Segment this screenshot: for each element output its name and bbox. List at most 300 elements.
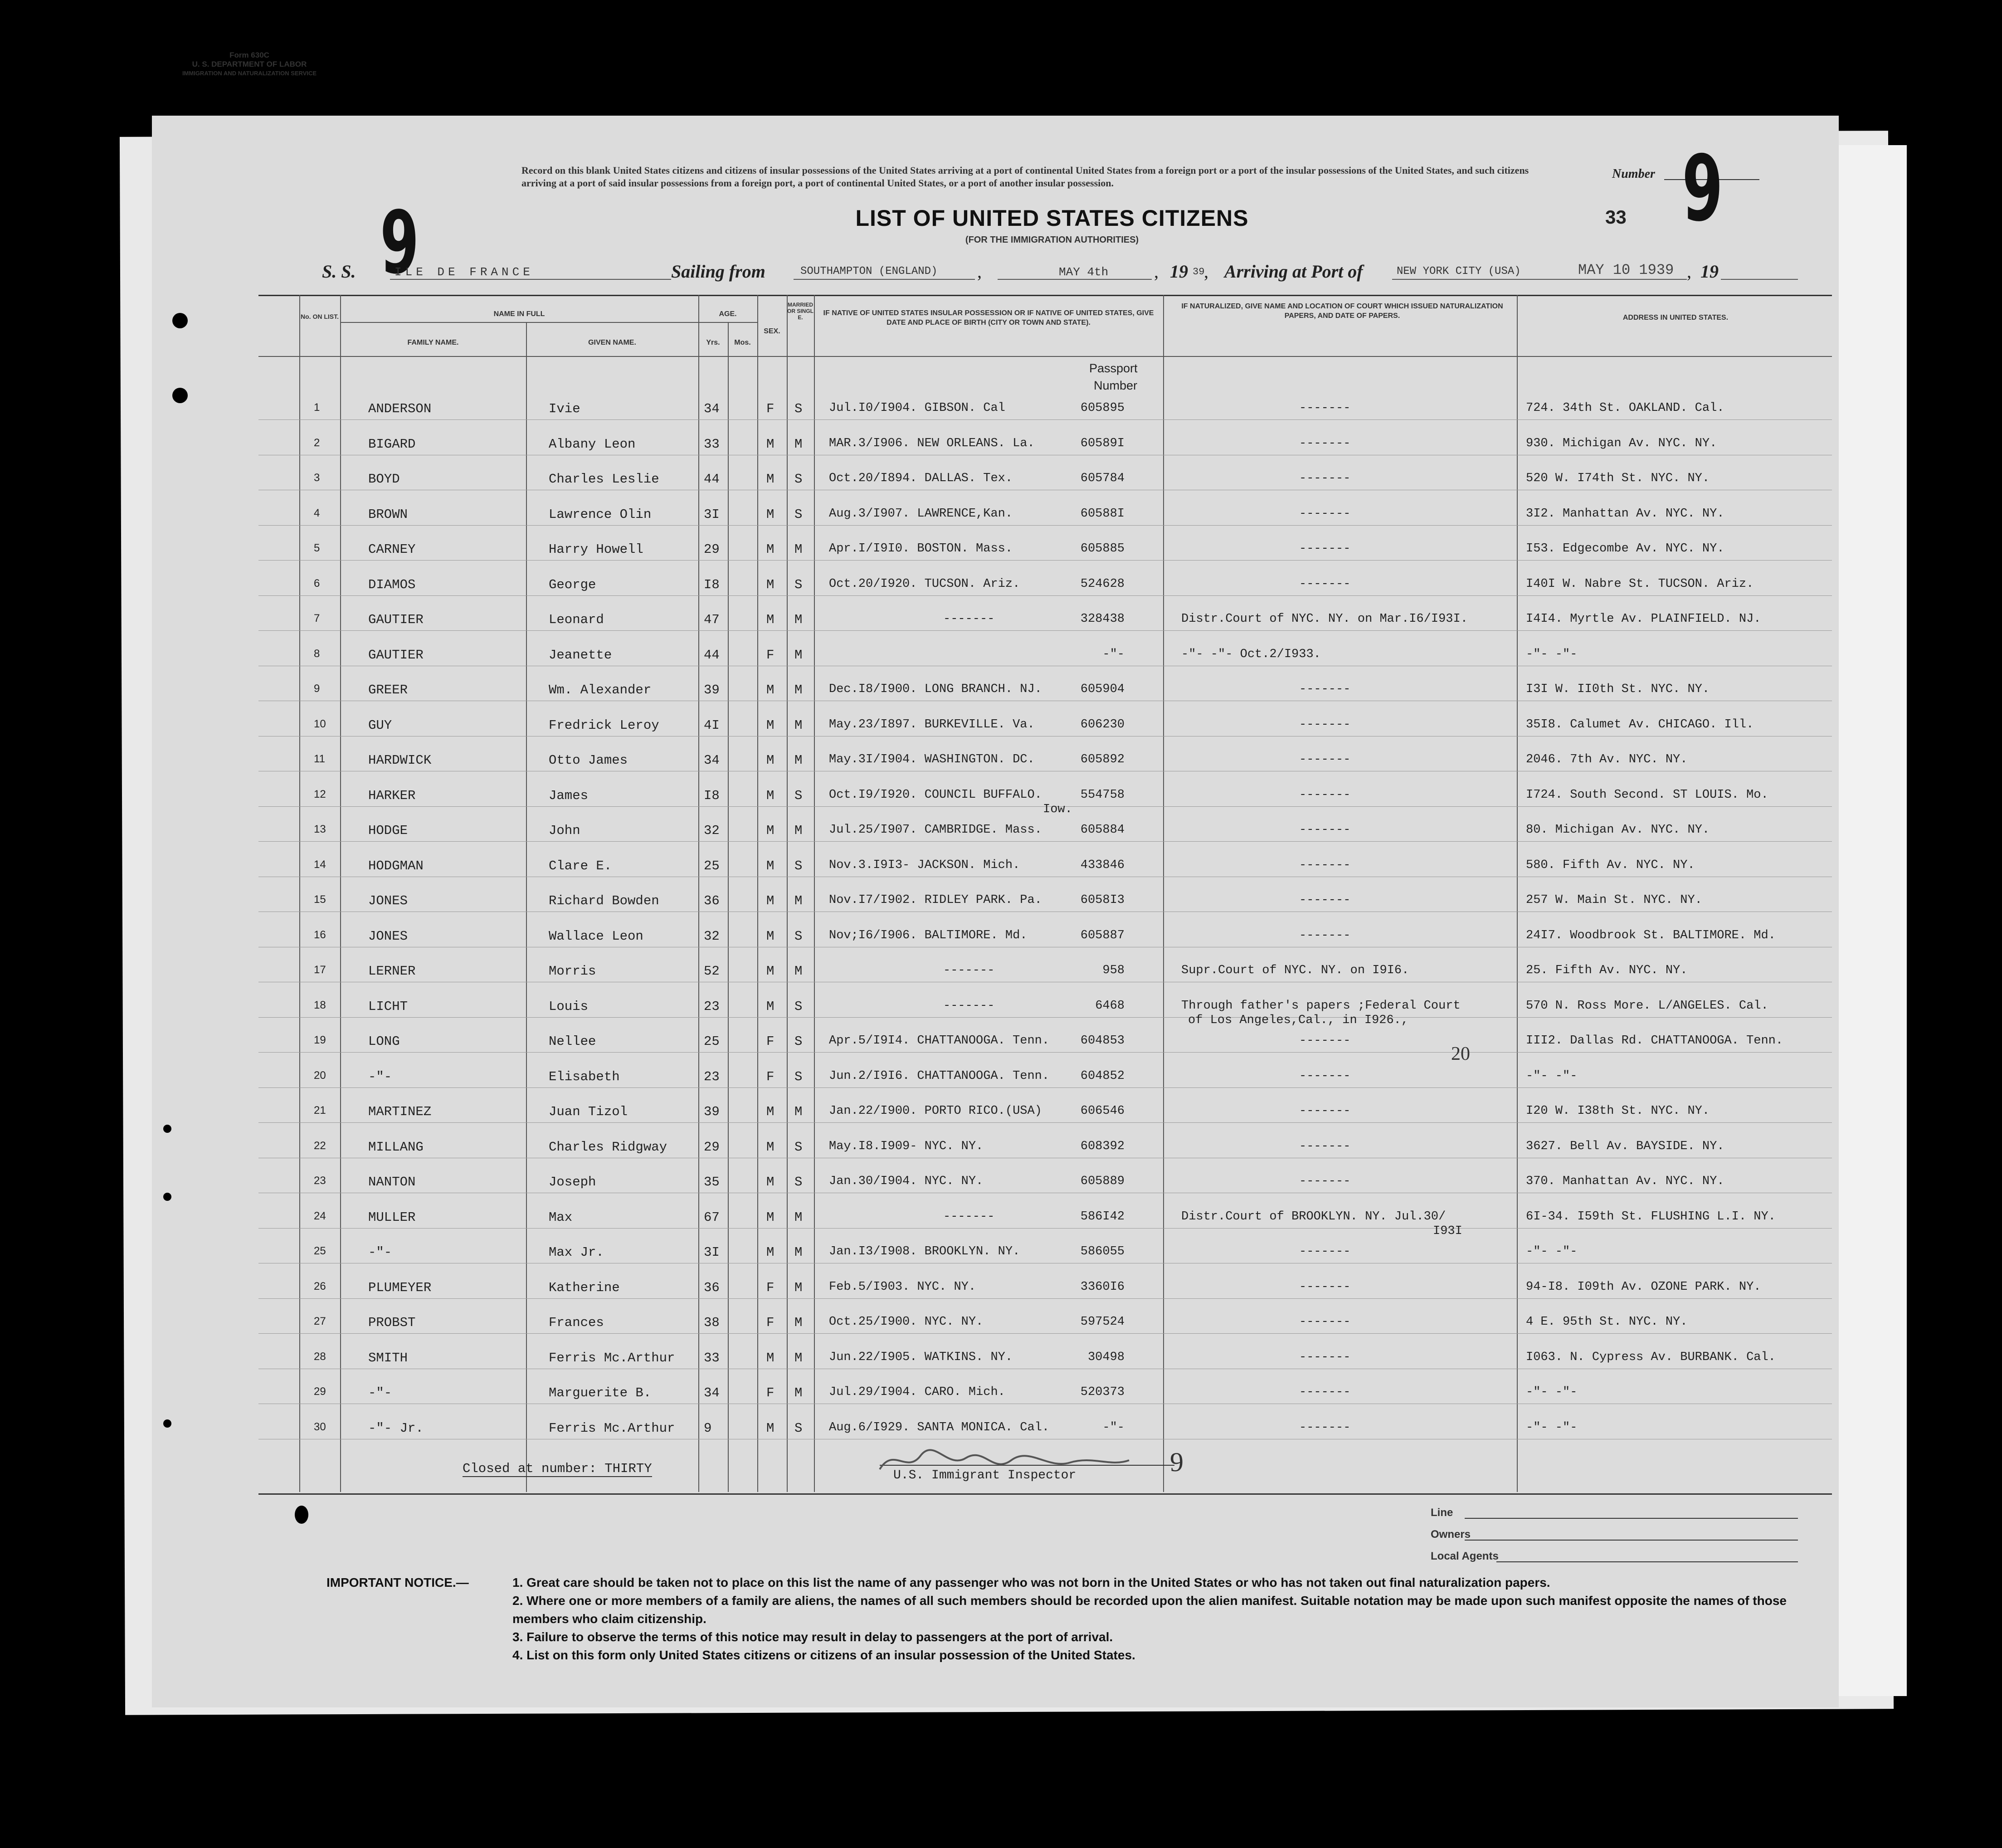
address: -"- -"- bbox=[1526, 1385, 1578, 1399]
married-single: M bbox=[794, 893, 803, 908]
sex: F bbox=[766, 1280, 774, 1295]
sex: M bbox=[766, 1420, 774, 1436]
row-number: 16 bbox=[314, 928, 326, 941]
family-name: HODGMAN bbox=[368, 858, 424, 873]
passport-number: 520373 bbox=[1080, 1385, 1125, 1399]
naturalization: ------- bbox=[1299, 928, 1351, 942]
department: U. S. DEPARTMENT OF LABOR bbox=[192, 60, 307, 68]
married-single: M bbox=[794, 1104, 803, 1119]
married-single: S bbox=[794, 858, 803, 873]
col-birth: IF NATIVE OF UNITED STATES INSULAR POSSESSION OR IF NATIVE OF UNITED STATES, GIVE DATE AND PLACE OF BIRTH (CITY OR TOWN AND STATE). bbox=[823, 309, 1154, 327]
passport-number: 608392 bbox=[1080, 1139, 1125, 1153]
sex: F bbox=[766, 1034, 774, 1049]
birth-date-place: Nov;I6/I906. BALTIMORE. Md. bbox=[829, 928, 1028, 942]
naturalization: ------- bbox=[1299, 1350, 1351, 1364]
address: 35I8. Calumet Av. CHICAGO. Ill. bbox=[1526, 717, 1754, 731]
ship-name: ILE DE FRANCE bbox=[395, 265, 534, 279]
age-years: 44 bbox=[704, 472, 720, 487]
naturalization-continued: of Los Angeles,Cal., in I926., bbox=[1188, 1013, 1409, 1027]
punch-hole bbox=[172, 313, 188, 328]
punch-hole bbox=[172, 388, 188, 403]
row-number: 18 bbox=[314, 999, 326, 1011]
row-number: 2 bbox=[314, 436, 320, 449]
passport-number: 524628 bbox=[1080, 577, 1125, 591]
birth-date-place: Jul.25/I907. CAMBRIDGE. Mass. bbox=[829, 823, 1042, 837]
family-name: GAUTIER bbox=[368, 612, 424, 627]
sex: M bbox=[766, 1104, 774, 1119]
sex: M bbox=[766, 542, 774, 557]
family-name: -"- Jr. bbox=[368, 1420, 424, 1436]
list-numeral-left: 9 bbox=[380, 193, 419, 293]
sex: M bbox=[766, 577, 774, 592]
given-name: Harry Howell bbox=[549, 542, 643, 557]
family-name: PROBST bbox=[368, 1315, 416, 1330]
sex: F bbox=[766, 1385, 774, 1400]
naturalization: ------- bbox=[1299, 472, 1351, 485]
sex: M bbox=[766, 472, 774, 487]
given-name: Charles Leslie bbox=[549, 472, 659, 487]
address: 3627. Bell Av. BAYSIDE. NY. bbox=[1526, 1139, 1724, 1153]
row-number: 21 bbox=[314, 1104, 326, 1117]
sex: M bbox=[766, 717, 774, 733]
col-no-on-list: No. ON LIST. bbox=[301, 313, 339, 320]
address: 370. Manhattan Av. NYC. NY. bbox=[1526, 1175, 1724, 1188]
age-years: 33 bbox=[704, 1350, 720, 1365]
given-name: Leonard bbox=[549, 612, 604, 627]
passport-number: -"- bbox=[1102, 1420, 1125, 1434]
married-single: S bbox=[794, 577, 803, 592]
family-name: DIAMOS bbox=[368, 577, 416, 592]
passport-number: 605784 bbox=[1080, 472, 1125, 485]
naturalization: ------- bbox=[1299, 1139, 1351, 1153]
age-years: 34 bbox=[704, 401, 720, 416]
married-single: M bbox=[794, 1209, 803, 1225]
age-years: 34 bbox=[704, 753, 720, 768]
address: I3I W. II0th St. NYC. NY. bbox=[1526, 683, 1710, 696]
family-name: SMITH bbox=[368, 1350, 408, 1365]
age-years: 36 bbox=[704, 1280, 720, 1295]
given-name: Ferris Mc.Arthur bbox=[549, 1350, 675, 1365]
address: III2. Dallas Rd. CHATTANOOGA. Tenn. bbox=[1526, 1034, 1783, 1048]
given-name: Ferris Mc.Arthur bbox=[549, 1420, 675, 1436]
birth-date-place: Jul.I0/I904. GIBSON. Cal bbox=[829, 401, 1005, 415]
row-number: 3 bbox=[314, 472, 320, 484]
married-single: M bbox=[794, 964, 803, 979]
age-years: 23 bbox=[704, 999, 720, 1014]
age-years: 47 bbox=[704, 612, 720, 627]
row-number: 24 bbox=[314, 1209, 326, 1222]
married-single: M bbox=[794, 1315, 803, 1330]
year-suffix: 39 bbox=[1193, 266, 1205, 278]
passport-number: 605885 bbox=[1080, 542, 1125, 556]
passport-number: 586I42 bbox=[1080, 1209, 1125, 1224]
passport-number: 328438 bbox=[1080, 612, 1125, 626]
married-single: S bbox=[794, 1139, 803, 1155]
married-single: S bbox=[794, 788, 803, 803]
age-years: 23 bbox=[704, 1069, 720, 1084]
given-name: Nellee bbox=[549, 1034, 596, 1049]
address: I724. South Second. ST LOUIS. Mo. bbox=[1526, 788, 1768, 802]
naturalization: ------- bbox=[1299, 1104, 1351, 1118]
sex: F bbox=[766, 1315, 774, 1330]
married-single: S bbox=[794, 401, 803, 416]
passport-number: 3360I6 bbox=[1080, 1280, 1125, 1294]
birth-date-place: ------- bbox=[943, 964, 995, 977]
row-number: 17 bbox=[314, 964, 326, 976]
address: 4 E. 95th St. NYC. NY. bbox=[1526, 1315, 1688, 1329]
birth-date-place: Jun.2/I9I6. CHATTANOOGA. Tenn. bbox=[829, 1069, 1050, 1083]
arrival-stamp: MAY 10 1939 bbox=[1578, 262, 1674, 278]
address: I20 W. I38th St. NYC. NY. bbox=[1526, 1104, 1710, 1118]
family-name: PLUMEYER bbox=[368, 1280, 432, 1295]
sex: M bbox=[766, 612, 774, 627]
age-years: 9 bbox=[704, 1420, 712, 1436]
naturalization: ------- bbox=[1299, 893, 1351, 907]
address: 25. Fifth Av. NYC. NY. bbox=[1526, 964, 1688, 977]
birth-date-place: MAR.3/I906. NEW ORLEANS. La. bbox=[829, 436, 1035, 450]
birth-date-place: Dec.I8/I900. LONG BRANCH. NJ. bbox=[829, 683, 1042, 696]
age-years: I8 bbox=[704, 788, 720, 803]
address: I063. N. Cypress Av. BURBANK. Cal. bbox=[1526, 1350, 1776, 1364]
passport-number: 586055 bbox=[1080, 1245, 1125, 1258]
given-name: Marguerite B. bbox=[549, 1385, 652, 1400]
birth-date-place: ------- bbox=[943, 999, 995, 1013]
family-name: GUY bbox=[368, 717, 392, 733]
given-name: Clare E. bbox=[549, 858, 612, 873]
notice-item-3: 3. Failure to observe the terms of this notice may result in delay to passengers at the port of arrival. bbox=[512, 1630, 1113, 1644]
row-number: 7 bbox=[314, 612, 320, 624]
birth-date-place: Oct.20/I920. TUCSON. Ariz. bbox=[829, 577, 1020, 591]
age-years: 4I bbox=[704, 717, 720, 733]
passport-number: 605887 bbox=[1080, 928, 1125, 942]
arriving-label: Arriving at Port of bbox=[1224, 261, 1363, 282]
family-name: LICHT bbox=[368, 999, 408, 1014]
given-name: Elisabeth bbox=[549, 1069, 620, 1084]
row-number: 22 bbox=[314, 1139, 326, 1152]
row-number: 1 bbox=[314, 401, 320, 414]
married-single: M bbox=[794, 1385, 803, 1400]
given-name: Albany Leon bbox=[549, 436, 636, 452]
col-married: MARRIED OR SINGLE. bbox=[787, 302, 813, 321]
age-years: 32 bbox=[704, 928, 720, 944]
married-single: M bbox=[794, 823, 803, 838]
passport-number: -"- bbox=[1102, 647, 1125, 661]
naturalization: ------- bbox=[1299, 542, 1351, 556]
col-sex: SEX. bbox=[764, 327, 780, 335]
address: 6I-34. I59th St. FLUSHING L.I. NY. bbox=[1526, 1209, 1776, 1224]
line-label: Line bbox=[1431, 1507, 1453, 1519]
age-years: 67 bbox=[704, 1209, 720, 1225]
married-single: M bbox=[794, 1245, 803, 1260]
naturalization: Distr.Court of BROOKLYN. NY. Jul.30/ bbox=[1181, 1209, 1446, 1224]
birth-date-place: May.23/I897. BURKEVILLE. Va. bbox=[829, 717, 1035, 731]
naturalization: Distr.Court of NYC. NY. on Mar.I6/I93I. bbox=[1181, 612, 1468, 626]
col-name-in-full: NAME IN FULL bbox=[493, 310, 545, 318]
address: 580. Fifth Av. NYC. NY. bbox=[1526, 858, 1695, 872]
form-number: Form 630C bbox=[229, 51, 269, 59]
given-name: James bbox=[549, 788, 589, 803]
family-name: -"- bbox=[368, 1245, 392, 1260]
age-years: 52 bbox=[704, 964, 720, 979]
family-name: HODGE bbox=[368, 823, 408, 838]
birth-place-continued: Iow. bbox=[1043, 802, 1072, 816]
sex: M bbox=[766, 436, 774, 452]
page-edge bbox=[1839, 145, 1907, 1696]
married-single: M bbox=[794, 1280, 803, 1295]
naturalization: -"- -"- Oct.2/I933. bbox=[1181, 647, 1321, 661]
address: 930. Michigan Av. NYC. NY. bbox=[1526, 436, 1717, 450]
given-name: Ivie bbox=[549, 401, 580, 416]
col-address: ADDRESS IN UNITED STATES. bbox=[1622, 314, 1729, 322]
naturalization: ------- bbox=[1299, 788, 1351, 802]
naturalization: ------- bbox=[1299, 1034, 1351, 1048]
time-note: 9 bbox=[1170, 1447, 1184, 1477]
address: -"- -"- bbox=[1526, 1245, 1578, 1258]
local-agents-label: Local Agents bbox=[1431, 1550, 1499, 1562]
given-name: Max bbox=[549, 1209, 573, 1225]
family-name: HARDWICK bbox=[368, 753, 432, 768]
age-years: 34 bbox=[704, 1385, 720, 1400]
family-name: -"- bbox=[368, 1069, 392, 1084]
passport-number: 605904 bbox=[1080, 683, 1125, 696]
married-single: S bbox=[794, 1069, 803, 1084]
passport-number: 606230 bbox=[1080, 717, 1125, 731]
col-age: AGE. bbox=[719, 310, 737, 318]
address: -"- -"- bbox=[1526, 1069, 1578, 1083]
ss-label: S. S. bbox=[322, 261, 356, 282]
address: 3I2. Manhattan Av. NYC. NY. bbox=[1526, 507, 1724, 521]
naturalization: ------- bbox=[1299, 1420, 1351, 1434]
sex: M bbox=[766, 1139, 774, 1155]
passport-number: 606546 bbox=[1080, 1104, 1125, 1118]
birth-date-place: Oct.I9/I920. COUNCIL BUFFALO. bbox=[829, 788, 1042, 802]
given-name: George bbox=[549, 577, 596, 592]
birth-date-place: Jan.30/I904. NYC. NY. bbox=[829, 1175, 984, 1188]
year-prefix: 19 bbox=[1170, 261, 1188, 282]
married-single: M bbox=[794, 612, 803, 627]
age-years: 25 bbox=[704, 1034, 720, 1049]
passport-number: 6468 bbox=[1095, 999, 1125, 1013]
sex: M bbox=[766, 964, 774, 979]
naturalization: ------- bbox=[1299, 823, 1351, 837]
address: 94-I8. I09th Av. OZONE PARK. NY. bbox=[1526, 1280, 1761, 1294]
birth-date-place: Feb.5/I903. NYC. NY. bbox=[829, 1280, 976, 1294]
passport-number: 958 bbox=[1102, 964, 1125, 977]
row-number: 23 bbox=[314, 1175, 326, 1187]
row-number: 27 bbox=[314, 1315, 326, 1327]
row-number: 19 bbox=[314, 1034, 326, 1046]
family-name: GAUTIER bbox=[368, 647, 424, 663]
given-name: Lawrence Olin bbox=[549, 507, 652, 522]
birth-date-place: Nov.3.I9I3- JACKSON. Mich. bbox=[829, 858, 1020, 872]
given-name: Max Jr. bbox=[549, 1245, 604, 1260]
family-name: HARKER bbox=[368, 788, 416, 803]
married-single: M bbox=[794, 717, 803, 733]
row-number: 12 bbox=[314, 788, 326, 800]
inspector-title: U.S. Immigrant Inspector bbox=[893, 1468, 1077, 1482]
age-years: 36 bbox=[704, 893, 720, 908]
passport-number: 605895 bbox=[1080, 401, 1125, 415]
sex: M bbox=[766, 1175, 774, 1190]
birth-date-place: Apr.I/I9I0. BOSTON. Mass. bbox=[829, 542, 1013, 556]
married-single: M bbox=[794, 436, 803, 452]
age-years: 3I bbox=[704, 507, 720, 522]
family-name: MARTINEZ bbox=[368, 1104, 432, 1119]
family-name: CARNEY bbox=[368, 542, 416, 557]
notice-item-2: 2. Where one or more members of a family are aliens, the names of all such members should be recorded upon the alien manifest. Suitable notation may be made upon such manifest opposite the names of those members who claim citizenship. bbox=[512, 1594, 1787, 1626]
row-number: 25 bbox=[314, 1245, 326, 1257]
sheet-number: 33 bbox=[1605, 206, 1627, 228]
row-number: 30 bbox=[314, 1420, 326, 1433]
ship-line: S. S. ILE DE FRANCE Sailing from SOUTHAMPTON (ENGLAND) , MAY 4th , 19 39 , Arriving at Port of NEW YORK CITY (USA) MAY 10 1939 , 19 bbox=[322, 261, 1800, 283]
birth-date-place: Jun.22/I905. WATKINS. NY. bbox=[829, 1350, 1013, 1364]
birth-date-place: Oct.25/I900. NYC. NY. bbox=[829, 1315, 984, 1329]
passport-number: 554758 bbox=[1080, 788, 1125, 802]
row-number: 14 bbox=[314, 858, 326, 871]
birth-date-place: May.I8.I909- NYC. NY. bbox=[829, 1139, 984, 1153]
family-name: LERNER bbox=[368, 964, 416, 979]
birth-date-place: Aug.3/I907. LAWRENCE,Kan. bbox=[829, 507, 1013, 521]
naturalization: ------- bbox=[1299, 1385, 1351, 1399]
closed-at-number: Closed at number: THIRTY bbox=[463, 1461, 652, 1476]
family-name: JONES bbox=[368, 928, 408, 944]
row-number: 26 bbox=[314, 1280, 326, 1292]
address: -"- -"- bbox=[1526, 647, 1578, 661]
passport-number: 604853 bbox=[1080, 1034, 1125, 1048]
punch-hole bbox=[295, 1506, 308, 1524]
notice-heading: IMPORTANT NOTICE.— bbox=[326, 1575, 469, 1590]
birth-date-place: Jan.I3/I908. BROOKLYN. NY. bbox=[829, 1245, 1020, 1258]
sex: M bbox=[766, 893, 774, 908]
row-number: 15 bbox=[314, 893, 326, 906]
sex: M bbox=[766, 858, 774, 873]
address: -"- -"- bbox=[1526, 1420, 1578, 1434]
married-single: S bbox=[794, 1420, 803, 1436]
birth-date-place: Oct.20/I894. DALLAS. Tex. bbox=[829, 472, 1013, 485]
married-single: S bbox=[794, 472, 803, 487]
given-name: Juan Tizol bbox=[549, 1104, 628, 1119]
birth-date-place: Jul.29/I904. CARO. Mich. bbox=[829, 1385, 1005, 1399]
given-name: Morris bbox=[549, 964, 596, 979]
sailing-label: Sailing from bbox=[671, 261, 765, 282]
sex: M bbox=[766, 788, 774, 803]
address: 570 N. Ross More. L/ANGELES. Cal. bbox=[1526, 999, 1768, 1013]
record-instructions: Record on this blank United States citizens and citizens of insular possessions of the United States arriving at a port of continental United States from a foreign port or a port of the insular possessions of the United States, and such citizens arriving at a port of said insular possessions from a foreign port, a port of continental United States, or a port of another insular possession. bbox=[521, 165, 1529, 189]
year2-prefix: 19 bbox=[1700, 261, 1719, 282]
naturalization: Supr.Court of NYC. NY. on I9I6. bbox=[1181, 964, 1409, 977]
address: 2046. 7th Av. NYC. NY. bbox=[1526, 753, 1688, 766]
given-name: John bbox=[549, 823, 580, 838]
passport-number: 605884 bbox=[1080, 823, 1125, 837]
address: I53. Edgecombe Av. NYC. NY. bbox=[1526, 542, 1724, 556]
row-number: 8 bbox=[314, 647, 320, 660]
sex: M bbox=[766, 683, 774, 697]
naturalization: ------- bbox=[1299, 507, 1351, 521]
passport-number: 433846 bbox=[1080, 858, 1125, 872]
notice-item-4: 4. List on this form only United States citizens or citizens of an insular possession of the United States. bbox=[512, 1648, 1135, 1662]
row-number: 20 bbox=[314, 1069, 326, 1082]
family-name: ANDERSON bbox=[368, 401, 432, 416]
address: 724. 34th St. OAKLAND. Cal. bbox=[1526, 401, 1724, 415]
naturalization: ------- bbox=[1299, 683, 1351, 696]
sex: M bbox=[766, 823, 774, 838]
punch-hole bbox=[163, 1193, 171, 1201]
age-years: 32 bbox=[704, 823, 720, 838]
page-title: LIST OF UNITED STATES CITIZENS bbox=[855, 205, 1249, 231]
age-years: 38 bbox=[704, 1315, 720, 1330]
age-years: 29 bbox=[704, 1139, 720, 1155]
passport-number: 597524 bbox=[1080, 1315, 1125, 1329]
naturalization: ------- bbox=[1299, 1069, 1351, 1083]
sex: M bbox=[766, 753, 774, 768]
given-name: Joseph bbox=[549, 1175, 596, 1190]
form-id bbox=[177, 51, 322, 78]
given-name: Frances bbox=[549, 1315, 604, 1330]
naturalization-continued: I93I bbox=[1433, 1224, 1462, 1238]
punch-hole bbox=[163, 1125, 171, 1133]
row-number: 6 bbox=[314, 577, 320, 590]
naturalization: ------- bbox=[1299, 1315, 1351, 1329]
naturalization: ------- bbox=[1299, 1175, 1351, 1188]
row-number: 13 bbox=[314, 823, 326, 835]
family-name: BIGARD bbox=[368, 436, 416, 452]
naturalization: ------- bbox=[1299, 436, 1351, 450]
family-name: MILLANG bbox=[368, 1139, 424, 1155]
arriving-port: NEW YORK CITY (USA) bbox=[1397, 265, 1521, 278]
age-years: 39 bbox=[704, 1104, 720, 1119]
list-numeral-right: 9 bbox=[1682, 136, 1723, 242]
sailing-from: SOUTHAMPTON (ENGLAND) bbox=[800, 265, 938, 278]
address: 80. Michigan Av. NYC. NY. bbox=[1526, 823, 1710, 837]
age-years: 25 bbox=[704, 858, 720, 873]
col-yrs: Yrs. bbox=[706, 339, 720, 346]
birth-date-place: Apr.5/I9I4. CHATTANOOGA. Tenn. bbox=[829, 1034, 1050, 1048]
given-name: Wm. Alexander bbox=[549, 683, 652, 697]
married-single: M bbox=[794, 542, 803, 557]
age-years: 3I bbox=[704, 1245, 720, 1260]
naturalization: ------- bbox=[1299, 753, 1351, 766]
sail-date: MAY 4th bbox=[1059, 265, 1109, 279]
sex: M bbox=[766, 1209, 774, 1225]
sex: M bbox=[766, 928, 774, 944]
married-single: S bbox=[794, 1034, 803, 1049]
birth-date-place: May.3I/I904. WASHINGTON. DC. bbox=[829, 753, 1035, 766]
married-single: M bbox=[794, 683, 803, 697]
age-years: 39 bbox=[704, 683, 720, 697]
given-name: Otto James bbox=[549, 753, 628, 768]
family-name: GREER bbox=[368, 683, 408, 697]
marginal-number: 20 bbox=[1451, 1043, 1470, 1064]
sex: M bbox=[766, 1245, 774, 1260]
naturalization: Through father's papers ;Federal Court bbox=[1181, 999, 1461, 1013]
address: I40I W. Nabre St. TUCSON. Ariz. bbox=[1526, 577, 1754, 591]
address: 24I7. Woodbrook St. BALTIMORE. Md. bbox=[1526, 928, 1776, 942]
row-number: 11 bbox=[314, 753, 325, 765]
family-name: BROWN bbox=[368, 507, 408, 522]
passport-number: 605889 bbox=[1080, 1175, 1125, 1188]
owners-label: Owners bbox=[1431, 1528, 1471, 1541]
birth-date-place: Nov.I7/I902. RIDLEY PARK. Pa. bbox=[829, 893, 1042, 907]
passport-number: 604852 bbox=[1080, 1069, 1125, 1083]
row-number: 9 bbox=[314, 683, 320, 695]
address: 520 W. I74th St. NYC. NY. bbox=[1526, 472, 1710, 485]
naturalization: ------- bbox=[1299, 1245, 1351, 1258]
sex: F bbox=[766, 647, 774, 663]
sex: M bbox=[766, 999, 774, 1014]
row-number: 10 bbox=[314, 717, 326, 730]
family-name: BOYD bbox=[368, 472, 400, 487]
family-name: NANTON bbox=[368, 1175, 416, 1190]
